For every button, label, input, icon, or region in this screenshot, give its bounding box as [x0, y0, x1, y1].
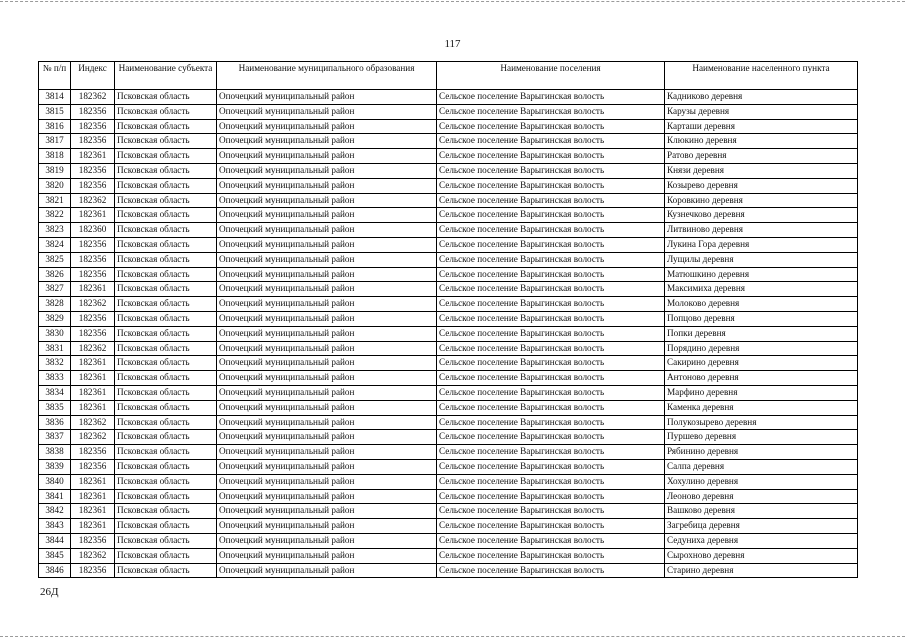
col-header-settlement: Наименование поселения	[437, 62, 665, 90]
cell-subject: Псковская область	[115, 519, 217, 534]
cell-index: 182361	[71, 149, 115, 164]
cell-index: 182356	[71, 134, 115, 149]
cell-municipality: Опочецкий муниципальный район	[217, 297, 437, 312]
cell-subject: Псковская область	[115, 504, 217, 519]
cell-num: 3837	[39, 430, 71, 445]
cell-settlement: Сельское поселение Варыгинская волость	[437, 149, 665, 164]
cell-index: 182356	[71, 267, 115, 282]
cell-subject: Псковская область	[115, 149, 217, 164]
cell-num: 3819	[39, 163, 71, 178]
cell-num: 3846	[39, 563, 71, 578]
table-row	[39, 311, 858, 326]
cell-subject: Псковская область	[115, 267, 217, 282]
cell-locality: Рябинино деревня	[665, 445, 858, 460]
cell-municipality: Опочецкий муниципальный район	[217, 489, 437, 504]
cell-num: 3833	[39, 371, 71, 386]
cell-index: 182361	[71, 504, 115, 519]
cell-index: 182361	[71, 519, 115, 534]
cell-settlement: Сельское поселение Варыгинская волость	[437, 504, 665, 519]
cell-index: 182356	[71, 178, 115, 193]
table-row	[39, 193, 858, 208]
cell-municipality: Опочецкий муниципальный район	[217, 504, 437, 519]
table-row	[39, 400, 858, 415]
cell-subject: Псковская область	[115, 474, 217, 489]
table-row	[39, 223, 858, 238]
cell-index: 182356	[71, 326, 115, 341]
cell-num: 3815	[39, 104, 71, 119]
cell-index: 182361	[71, 385, 115, 400]
cell-municipality: Опочецкий муниципальный район	[217, 237, 437, 252]
cell-subject: Псковская область	[115, 326, 217, 341]
cell-subject: Псковская область	[115, 548, 217, 563]
col-header-municipality: Наименование муниципального образования	[217, 62, 437, 90]
cell-num: 3826	[39, 267, 71, 282]
cell-locality: Кузнечково деревня	[665, 208, 858, 223]
table-row	[39, 563, 858, 578]
table-row	[39, 474, 858, 489]
table-row	[39, 282, 858, 297]
locality-registry-table	[38, 61, 858, 578]
cell-locality: Молоково деревня	[665, 297, 858, 312]
cell-index: 182361	[71, 400, 115, 415]
cell-index: 182362	[71, 90, 115, 105]
cell-locality: Максимиха деревня	[665, 282, 858, 297]
cell-locality: Попцово деревня	[665, 311, 858, 326]
cell-subject: Псковская область	[115, 90, 217, 105]
cell-num: 3818	[39, 149, 71, 164]
cell-settlement: Сельское поселение Варыгинская волость	[437, 223, 665, 238]
table-row	[39, 430, 858, 445]
table-row	[39, 548, 858, 563]
cell-settlement: Сельское поселение Варыгинская волость	[437, 267, 665, 282]
cell-municipality: Опочецкий муниципальный район	[217, 371, 437, 386]
scan-edge-top	[0, 1, 905, 2]
cell-index: 182356	[71, 252, 115, 267]
table-row	[39, 267, 858, 282]
cell-municipality: Опочецкий муниципальный район	[217, 311, 437, 326]
cell-num: 3844	[39, 533, 71, 548]
table-row	[39, 415, 858, 430]
cell-municipality: Опочецкий муниципальный район	[217, 563, 437, 578]
cell-num: 3840	[39, 474, 71, 489]
cell-locality: Старино деревня	[665, 563, 858, 578]
cell-num: 3829	[39, 311, 71, 326]
cell-subject: Псковская область	[115, 163, 217, 178]
table-row	[39, 252, 858, 267]
table-row	[39, 149, 858, 164]
cell-num: 3814	[39, 90, 71, 105]
col-header-subject: Наименование субъекта	[115, 62, 217, 90]
cell-municipality: Опочецкий муниципальный район	[217, 149, 437, 164]
cell-locality: Коровкино деревня	[665, 193, 858, 208]
cell-settlement: Сельское поселение Варыгинская волость	[437, 163, 665, 178]
cell-locality: Лущилы деревня	[665, 252, 858, 267]
cell-locality: Попки деревня	[665, 326, 858, 341]
cell-index: 182356	[71, 563, 115, 578]
cell-settlement: Сельское поселение Варыгинская волость	[437, 563, 665, 578]
cell-locality: Сакирино деревня	[665, 356, 858, 371]
cell-index: 182361	[71, 356, 115, 371]
cell-subject: Псковская область	[115, 385, 217, 400]
cell-index: 182362	[71, 341, 115, 356]
cell-locality: Хохулино деревня	[665, 474, 858, 489]
table-body	[39, 90, 858, 578]
cell-municipality: Опочецкий муниципальный район	[217, 134, 437, 149]
table-header	[39, 62, 858, 90]
cell-locality: Порядино деревня	[665, 341, 858, 356]
cell-subject: Псковская область	[115, 104, 217, 119]
cell-settlement: Сельское поселение Варыгинская волость	[437, 356, 665, 371]
cell-settlement: Сельское поселение Варыгинская волость	[437, 297, 665, 312]
cell-locality: Карузы деревня	[665, 104, 858, 119]
cell-subject: Псковская область	[115, 297, 217, 312]
table-row	[39, 489, 858, 504]
table-row	[39, 445, 858, 460]
cell-municipality: Опочецкий муниципальный район	[217, 445, 437, 460]
cell-subject: Псковская область	[115, 430, 217, 445]
cell-index: 182356	[71, 533, 115, 548]
cell-subject: Псковская область	[115, 178, 217, 193]
cell-locality: Лукина Гора деревня	[665, 237, 858, 252]
cell-subject: Псковская область	[115, 356, 217, 371]
cell-municipality: Опочецкий муниципальный район	[217, 415, 437, 430]
cell-settlement: Сельское поселение Варыгинская волость	[437, 548, 665, 563]
page-number: 117	[444, 38, 461, 50]
cell-index: 182362	[71, 193, 115, 208]
cell-num: 3836	[39, 415, 71, 430]
cell-settlement: Сельское поселение Варыгинская волость	[437, 90, 665, 105]
table-row	[39, 504, 858, 519]
cell-municipality: Опочецкий муниципальный район	[217, 519, 437, 534]
cell-num: 3830	[39, 326, 71, 341]
cell-locality: Карташи деревня	[665, 119, 858, 134]
col-header-locality: Наименование населенного пункта	[665, 62, 858, 90]
cell-municipality: Опочецкий муниципальный район	[217, 267, 437, 282]
cell-num: 3838	[39, 445, 71, 460]
cell-num: 3816	[39, 119, 71, 134]
cell-num: 3843	[39, 519, 71, 534]
cell-locality: Князи деревня	[665, 163, 858, 178]
cell-locality: Ратово деревня	[665, 149, 858, 164]
cell-index: 182362	[71, 430, 115, 445]
cell-num: 3841	[39, 489, 71, 504]
cell-municipality: Опочецкий муниципальный район	[217, 119, 437, 134]
cell-settlement: Сельское поселение Варыгинская волость	[437, 282, 665, 297]
cell-settlement: Сельское поселение Варыгинская волость	[437, 252, 665, 267]
cell-subject: Псковская область	[115, 400, 217, 415]
cell-num: 3827	[39, 282, 71, 297]
cell-settlement: Сельское поселение Варыгинская волость	[437, 326, 665, 341]
cell-num: 3825	[39, 252, 71, 267]
cell-municipality: Опочецкий муниципальный район	[217, 163, 437, 178]
table-row	[39, 178, 858, 193]
cell-subject: Псковская область	[115, 252, 217, 267]
cell-locality: Кадниково деревня	[665, 90, 858, 105]
cell-subject: Псковская область	[115, 533, 217, 548]
cell-index: 182356	[71, 237, 115, 252]
col-header-num: № п/п	[39, 62, 71, 90]
cell-subject: Псковская область	[115, 371, 217, 386]
cell-settlement: Сельское поселение Варыгинская волость	[437, 430, 665, 445]
table-row	[39, 119, 858, 134]
cell-municipality: Опочецкий муниципальный район	[217, 104, 437, 119]
header-row	[39, 62, 858, 90]
cell-num: 3823	[39, 223, 71, 238]
cell-municipality: Опочецкий муниципальный район	[217, 178, 437, 193]
cell-index: 182362	[71, 548, 115, 563]
cell-subject: Псковская область	[115, 445, 217, 460]
cell-index: 182361	[71, 474, 115, 489]
table-row	[39, 385, 858, 400]
cell-subject: Псковская область	[115, 237, 217, 252]
table-row	[39, 297, 858, 312]
cell-settlement: Сельское поселение Варыгинская волость	[437, 445, 665, 460]
cell-locality: Антоново деревня	[665, 371, 858, 386]
cell-locality: Вашково деревня	[665, 504, 858, 519]
cell-subject: Псковская область	[115, 119, 217, 134]
cell-subject: Псковская область	[115, 341, 217, 356]
cell-num: 3839	[39, 459, 71, 474]
cell-index: 182361	[71, 282, 115, 297]
cell-index: 182356	[71, 311, 115, 326]
cell-settlement: Сельское поселение Варыгинская волость	[437, 341, 665, 356]
cell-subject: Псковская область	[115, 193, 217, 208]
cell-municipality: Опочецкий муниципальный район	[217, 400, 437, 415]
cell-municipality: Опочецкий муниципальный район	[217, 282, 437, 297]
cell-index: 182356	[71, 459, 115, 474]
cell-locality: Сырохново деревня	[665, 548, 858, 563]
cell-municipality: Опочецкий муниципальный район	[217, 474, 437, 489]
cell-index: 182362	[71, 297, 115, 312]
table-row	[39, 134, 858, 149]
cell-locality: Каменка деревня	[665, 400, 858, 415]
table-row	[39, 519, 858, 534]
cell-subject: Псковская область	[115, 311, 217, 326]
cell-locality: Литвиново деревня	[665, 223, 858, 238]
table-row	[39, 90, 858, 105]
cell-subject: Псковская область	[115, 489, 217, 504]
cell-locality: Марфино деревня	[665, 385, 858, 400]
cell-settlement: Сельское поселение Варыгинская волость	[437, 311, 665, 326]
cell-index: 182356	[71, 445, 115, 460]
cell-settlement: Сельское поселение Варыгинская волость	[437, 178, 665, 193]
cell-municipality: Опочецкий муниципальный район	[217, 90, 437, 105]
cell-locality: Козырево деревня	[665, 178, 858, 193]
cell-settlement: Сельское поселение Варыгинская волость	[437, 237, 665, 252]
cell-locality: Салпа деревня	[665, 459, 858, 474]
cell-locality: Матюшкино деревня	[665, 267, 858, 282]
cell-locality: Загребица деревня	[665, 519, 858, 534]
cell-municipality: Опочецкий муниципальный район	[217, 356, 437, 371]
table-row	[39, 356, 858, 371]
cell-municipality: Опочецкий муниципальный район	[217, 208, 437, 223]
cell-num: 3822	[39, 208, 71, 223]
cell-num: 3831	[39, 341, 71, 356]
cell-index: 182356	[71, 119, 115, 134]
cell-subject: Псковская область	[115, 459, 217, 474]
cell-municipality: Опочецкий муниципальный район	[217, 533, 437, 548]
cell-subject: Псковская область	[115, 282, 217, 297]
cell-num: 3817	[39, 134, 71, 149]
cell-index: 182361	[71, 208, 115, 223]
cell-municipality: Опочецкий муниципальный район	[217, 459, 437, 474]
table-row	[39, 237, 858, 252]
cell-subject: Псковская область	[115, 415, 217, 430]
cell-num: 3821	[39, 193, 71, 208]
cell-settlement: Сельское поселение Варыгинская волость	[437, 400, 665, 415]
cell-municipality: Опочецкий муниципальный район	[217, 430, 437, 445]
cell-settlement: Сельское поселение Варыгинская волость	[437, 474, 665, 489]
cell-locality: Леоново деревня	[665, 489, 858, 504]
cell-subject: Псковская область	[115, 563, 217, 578]
cell-subject: Псковская область	[115, 134, 217, 149]
cell-settlement: Сельское поселение Варыгинская волость	[437, 489, 665, 504]
cell-locality: Седуниха деревня	[665, 533, 858, 548]
cell-locality: Клюкино деревня	[665, 134, 858, 149]
cell-municipality: Опочецкий муниципальный район	[217, 223, 437, 238]
table-row	[39, 371, 858, 386]
cell-settlement: Сельское поселение Варыгинская волость	[437, 208, 665, 223]
cell-locality: Пуршево деревня	[665, 430, 858, 445]
cell-subject: Псковская область	[115, 208, 217, 223]
cell-settlement: Сельское поселение Варыгинская волость	[437, 459, 665, 474]
cell-municipality: Опочецкий муниципальный район	[217, 252, 437, 267]
footer-code: 26Д	[40, 586, 59, 598]
col-header-index: Индекс	[71, 62, 115, 90]
cell-index: 182362	[71, 415, 115, 430]
table-row	[39, 341, 858, 356]
cell-settlement: Сельское поселение Варыгинская волость	[437, 371, 665, 386]
cell-settlement: Сельское поселение Варыгинская волость	[437, 385, 665, 400]
cell-index: 182356	[71, 104, 115, 119]
cell-subject: Псковская область	[115, 223, 217, 238]
cell-municipality: Опочецкий муниципальный район	[217, 385, 437, 400]
cell-settlement: Сельское поселение Варыгинская волость	[437, 134, 665, 149]
table-row	[39, 163, 858, 178]
scan-edge-bottom	[0, 636, 905, 637]
table-row	[39, 533, 858, 548]
cell-municipality: Опочецкий муниципальный район	[217, 326, 437, 341]
cell-num: 3820	[39, 178, 71, 193]
cell-num: 3834	[39, 385, 71, 400]
cell-num: 3832	[39, 356, 71, 371]
cell-municipality: Опочецкий муниципальный район	[217, 548, 437, 563]
cell-settlement: Сельское поселение Варыгинская волость	[437, 104, 665, 119]
cell-locality: Полукозырево деревня	[665, 415, 858, 430]
cell-municipality: Опочецкий муниципальный район	[217, 341, 437, 356]
table-row	[39, 104, 858, 119]
cell-settlement: Сельское поселение Варыгинская волость	[437, 119, 665, 134]
cell-num: 3842	[39, 504, 71, 519]
cell-settlement: Сельское поселение Варыгинская волость	[437, 193, 665, 208]
cell-settlement: Сельское поселение Варыгинская волость	[437, 519, 665, 534]
cell-index: 182361	[71, 371, 115, 386]
cell-index: 182360	[71, 223, 115, 238]
cell-num: 3835	[39, 400, 71, 415]
table-row	[39, 326, 858, 341]
cell-settlement: Сельское поселение Варыгинская волость	[437, 415, 665, 430]
cell-settlement: Сельское поселение Варыгинская волость	[437, 533, 665, 548]
cell-num: 3828	[39, 297, 71, 312]
cell-municipality: Опочецкий муниципальный район	[217, 193, 437, 208]
table-row	[39, 208, 858, 223]
cell-index: 182361	[71, 489, 115, 504]
cell-num: 3824	[39, 237, 71, 252]
table-row	[39, 459, 858, 474]
cell-index: 182356	[71, 163, 115, 178]
cell-num: 3845	[39, 548, 71, 563]
